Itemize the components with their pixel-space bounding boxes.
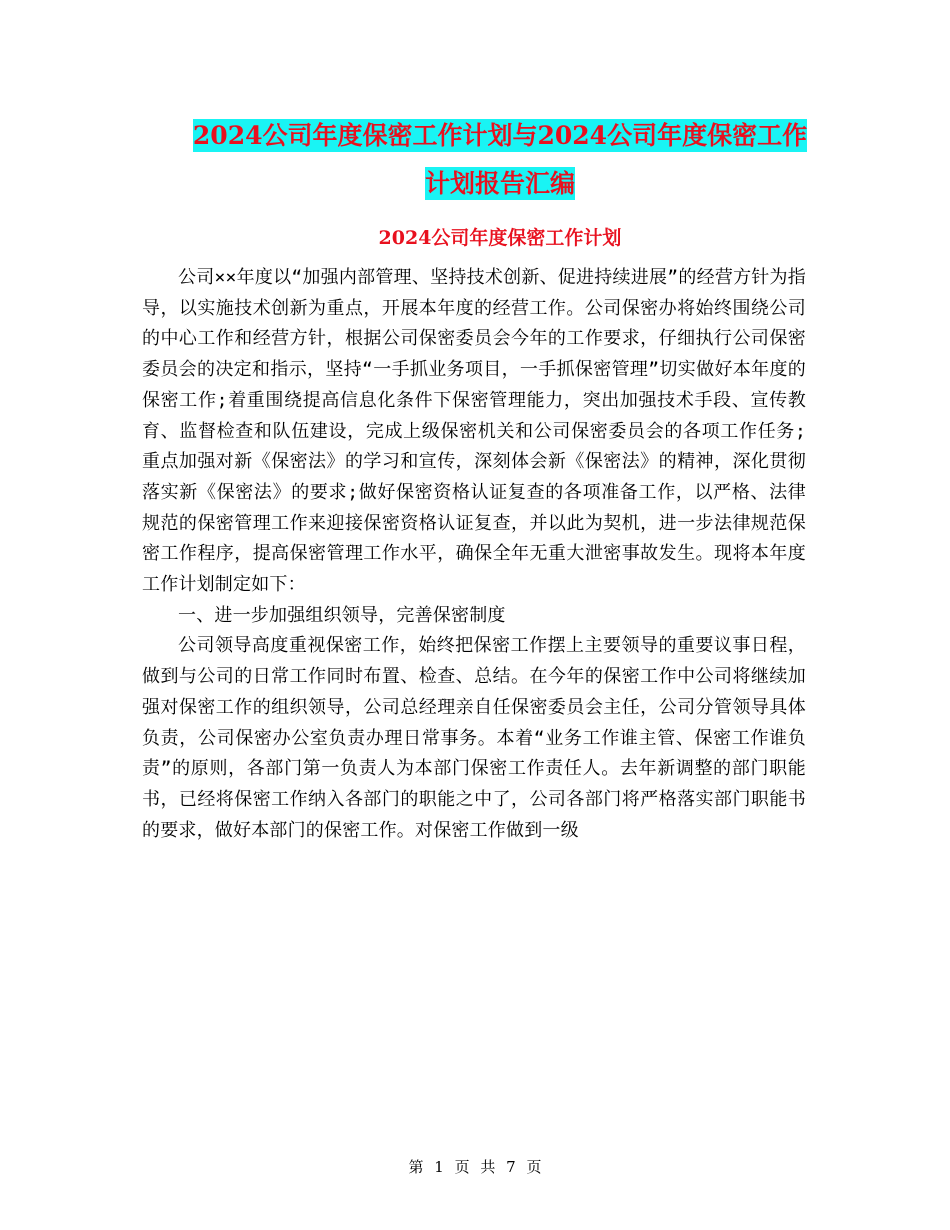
paragraph-heading-1: 一、进一步加强组织领导，完善保密制度 — [178, 604, 506, 626]
paragraph-leadership: 公司领导高度重视保密工作，始终把保密工作摆上主要领导的重要议事日程，做到与公司的日常工作同时布置、检查、总结。在今年的保密工作中公司将继续加强对保密工作的组织领导，公司总经理亲自任保密委员会主任，公司分管领导具体负责，公司保密办公室负责办理日常事务。本着“业务工作谁主管、保密工作谁负责”的原则，各部门第一负责人为本部门保密工作责任人。去年新调整的部门职能书，已经将保密工作纳入各部门的职能之中了，公司各部门将严格落实部门职能书的要求，做好本部门的保密工作。对保密工作做到一级 — [142, 635, 806, 841]
page-footer: 第 1 页 共 7 页 — [408, 1158, 542, 1176]
document-body — [142, 263, 806, 846]
document-title-line1: 2024公司年度保密工作计划与2024公司年度保密工作 — [192, 121, 808, 150]
document-title-line2: 计划报告汇编 — [424, 169, 575, 198]
document-title — [140, 112, 860, 208]
section-title: 2024公司年度保密工作计划 — [378, 227, 622, 249]
paragraph-intro: 公司××年度以“加强内部管理、坚持技术创新、促进持续进展”的经营方针为指导，以实施技术创新为重点，开展本年度的经营工作。公司保密办将始终围绕公司的中心工作和经营方针，根据公司保密委员会今年的工作要求，仔细执行公司保密委员会的决定和指示，坚持“一手抓业务项目，一手抓保密管理”切实做好本年度的保密工作;着重围绕提高信息化条件下保密管理能力，突出加强技术手段、宣传教育、监督检查和队伍建设，完成上级保密机关和公司保密委员会的各项工作任务;重点加强对新《保密法》的学习和宣传，深刻体会新《保密法》的精神，深化贯彻落实新《保密法》的要求;做好保密资格认证复查的各项准备工作，以严格、法律规范的保密管理工作来迎接保密资格认证复查，并以此为契机，进一步法律规范保密工作程序，提高保密管理工作水平，确保全年无重大泄密事故发生。现将本年度工作计划制定如下： — [142, 267, 806, 596]
